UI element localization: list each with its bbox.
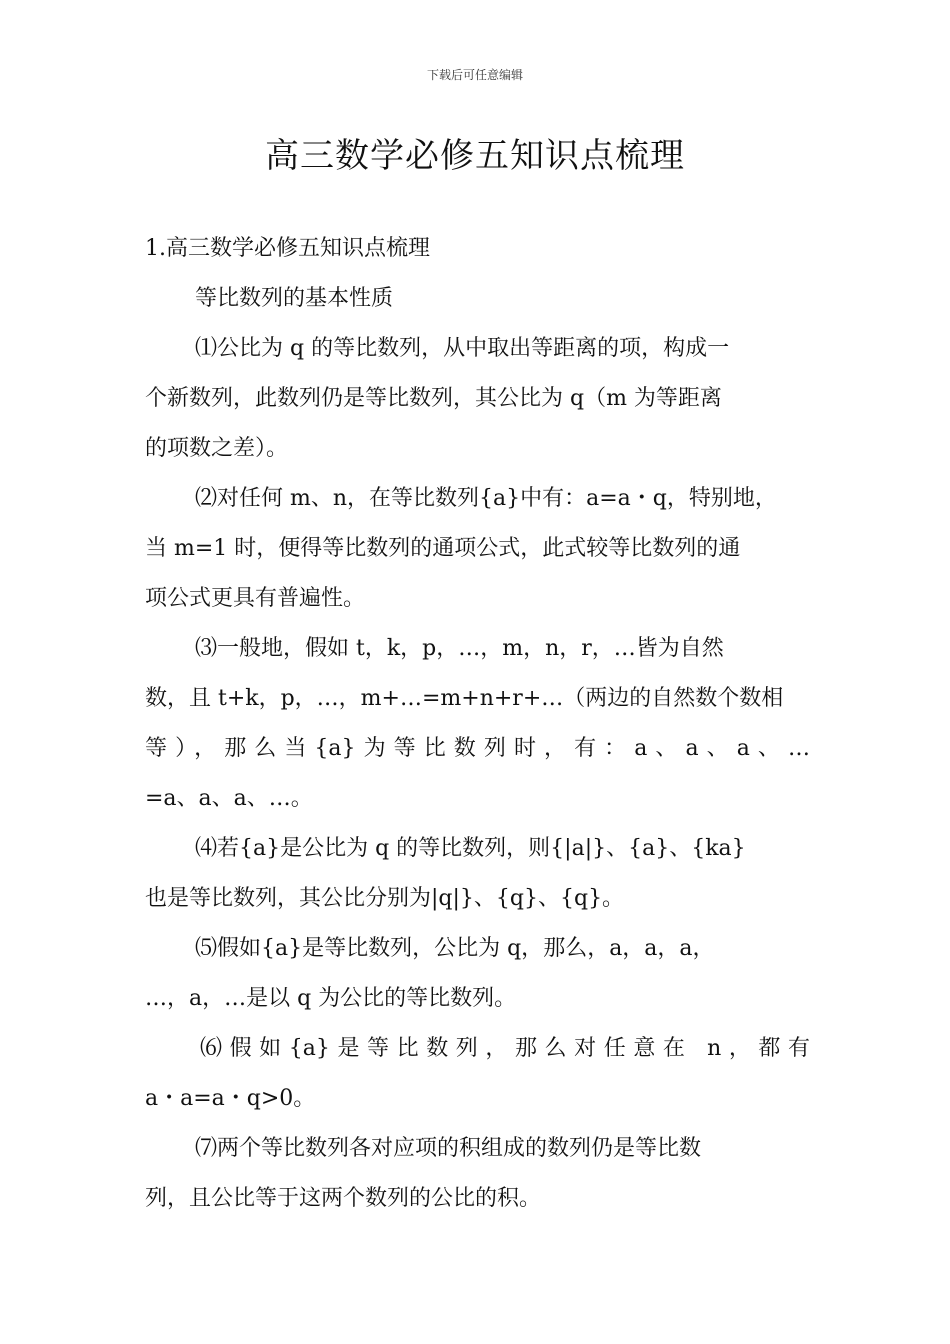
paragraph-line: 数，且 t+k，p，…，m+…=m+n+r+…（两边的自然数个数相 [145,686,784,711]
document-title: 高三数学必修五知识点梳理 [265,136,685,176]
paragraph-line: 等），那么当{a}为等比数列时，有：a、a、a、… [145,736,810,761]
paragraph-line: 个新数列，此数列仍是等比数列，其公比为 q（m 为等距离 [145,386,722,411]
paragraph-line: ⑹假如{a}是等比数列，那么对任意在 n，都有 [200,1036,810,1061]
paragraph-line: ⑸假如{a}是等比数列，公比为 q，那么，a，a，a， [195,936,715,961]
paragraph-line: ⑺两个等比数列各对应项的积组成的数列仍是等比数 [195,1136,702,1161]
paragraph-line: ⑵对任何 m、n，在等比数列{a}中有：a=a・q，特别地， [195,486,777,511]
paragraph-line: 的项数之差）。 [145,436,289,461]
paragraph-line: =a、a、a、…。 [145,786,313,811]
section-heading: 1.高三数学必修五知识点梳理 [145,236,430,261]
paragraph-line: 项公式更具有普遍性。 [145,586,366,611]
paragraph-line: 列，且公比等于这两个数列的公比的积。 [145,1186,542,1211]
paragraph-line: ⑴公比为 q 的等比数列，从中取出等距离的项，构成一 [195,336,730,361]
paragraph-line: 当 m=1 时，便得等比数列的通项公式，此式较等比数列的通 [145,536,741,561]
page-header: 下载后可任意编辑 [426,68,523,82]
document-body [145,224,810,1224]
paragraph-line: ⑷若{a}是公比为 q 的等比数列，则{|a|}、{a}、{ka} [195,836,746,861]
paragraph-line: …，a，…是以 q 为公比的等比数列。 [145,986,517,1011]
paragraph-line: 也是等比数列，其公比分别为|q|}、{q}、{q}。 [145,886,625,911]
paragraph-line: a・a=a・q>0。 [145,1086,316,1111]
subsection-heading: 等比数列的基本性质 [195,286,394,311]
paragraph-line: ⑶一般地，假如 t，k，p，…，m，n，r，…皆为自然 [195,636,724,661]
